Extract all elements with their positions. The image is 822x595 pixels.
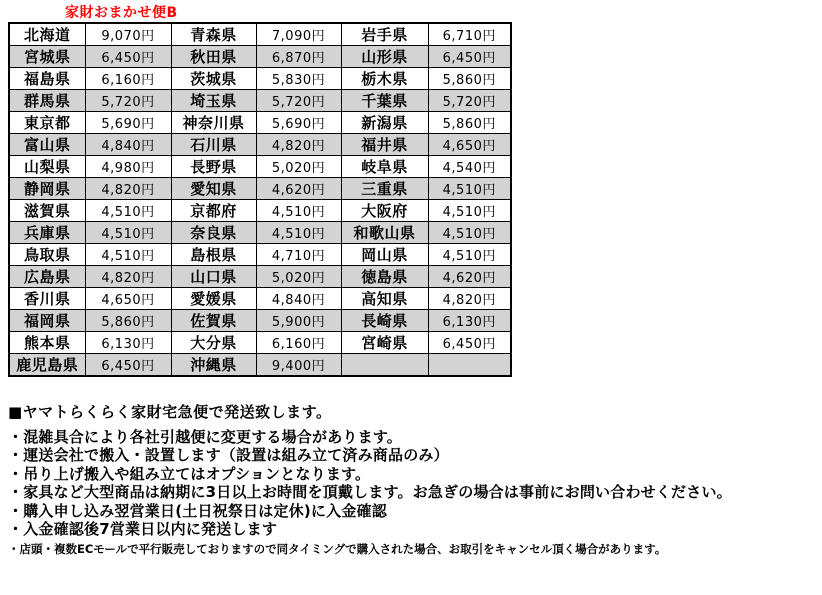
note-bullet: ・家具など大型商品は納期に3日以上お時間を頂戴します。お急ぎの場合は事前にお問い合わせください。 — [8, 483, 732, 502]
prefecture-cell: 三重県 — [341, 178, 428, 200]
prefecture-cell: 佐賀県 — [171, 310, 256, 332]
shipping-fee-table — [8, 22, 512, 377]
price-cell: 6,450円 — [85, 354, 171, 377]
price-cell: 4,540円 — [428, 156, 511, 178]
price-cell: 4,510円 — [256, 222, 341, 244]
price-cell: 5,830円 — [256, 68, 341, 90]
prefecture-cell: 愛媛県 — [171, 288, 256, 310]
table-row — [9, 156, 511, 178]
prefecture-cell: 香川県 — [9, 288, 85, 310]
price-cell: 5,720円 — [85, 90, 171, 112]
price-cell: 6,160円 — [85, 68, 171, 90]
table-row — [9, 90, 511, 112]
prefecture-cell — [341, 354, 428, 377]
prefecture-cell: 岩手県 — [341, 23, 428, 46]
price-cell: 6,450円 — [428, 46, 511, 68]
table-row — [9, 244, 511, 266]
price-cell: 5,860円 — [85, 310, 171, 332]
price-cell: 4,840円 — [256, 288, 341, 310]
prefecture-cell: 新潟県 — [341, 112, 428, 134]
prefecture-cell: 千葉県 — [341, 90, 428, 112]
price-cell: 4,840円 — [85, 134, 171, 156]
prefecture-cell: 広島県 — [9, 266, 85, 288]
price-cell: 5,020円 — [256, 266, 341, 288]
prefecture-cell: 滋賀県 — [9, 200, 85, 222]
prefecture-cell: 茨城県 — [171, 68, 256, 90]
table-row — [9, 332, 511, 354]
price-cell: 9,400円 — [256, 354, 341, 377]
prefecture-cell: 岐阜県 — [341, 156, 428, 178]
price-cell: 5,860円 — [428, 68, 511, 90]
notes-footnote: ・店頭・複数ECモールで平行販売しておりますので同タイミングで購入された場合、お取引をキャンセル頂く場合があります。 — [8, 542, 667, 557]
prefecture-cell: 沖縄県 — [171, 354, 256, 377]
price-cell: 4,820円 — [85, 178, 171, 200]
prefecture-cell: 秋田県 — [171, 46, 256, 68]
prefecture-cell: 奈良県 — [171, 222, 256, 244]
price-cell: 6,710円 — [428, 23, 511, 46]
prefecture-cell: 長野県 — [171, 156, 256, 178]
prefecture-cell: 愛知県 — [171, 178, 256, 200]
table-row — [9, 266, 511, 288]
prefecture-cell: 東京都 — [9, 112, 85, 134]
note-bullet: ・混雑具合により各社引越便に変更する場合があります。 — [8, 428, 403, 446]
prefecture-cell: 大分県 — [171, 332, 256, 354]
table-row — [9, 222, 511, 244]
price-cell: 5,900円 — [256, 310, 341, 332]
prefecture-cell: 高知県 — [341, 288, 428, 310]
price-cell: 6,450円 — [85, 46, 171, 68]
price-cell: 4,510円 — [428, 178, 511, 200]
price-cell: 4,510円 — [428, 200, 511, 222]
prefecture-cell: 宮崎県 — [341, 332, 428, 354]
prefecture-cell: 徳島県 — [341, 266, 428, 288]
price-cell: 4,710円 — [256, 244, 341, 266]
price-cell: 5,720円 — [428, 90, 511, 112]
prefecture-cell: 栃木県 — [341, 68, 428, 90]
price-cell: 4,820円 — [256, 134, 341, 156]
price-cell: 5,690円 — [256, 112, 341, 134]
table-row — [9, 23, 511, 46]
table-row — [9, 68, 511, 90]
price-cell: 5,020円 — [256, 156, 341, 178]
price-cell: 4,510円 — [428, 244, 511, 266]
price-cell: 7,090円 — [256, 23, 341, 46]
price-cell: 4,510円 — [85, 222, 171, 244]
price-cell: 4,650円 — [428, 134, 511, 156]
prefecture-cell: 京都府 — [171, 200, 256, 222]
prefecture-cell: 群馬県 — [9, 90, 85, 112]
prefecture-cell: 鳥取県 — [9, 244, 85, 266]
table-row — [9, 354, 511, 377]
note-bullet: ・運送会社で搬入・設置します（設置は組み立て済み商品のみ） — [8, 446, 449, 465]
price-cell: 4,650円 — [85, 288, 171, 310]
prefecture-cell: 青森県 — [171, 23, 256, 46]
prefecture-cell: 福島県 — [9, 68, 85, 90]
table-row — [9, 46, 511, 68]
prefecture-cell: 鹿児島県 — [9, 354, 85, 377]
table-row — [9, 200, 511, 222]
prefecture-cell: 長崎県 — [341, 310, 428, 332]
prefecture-cell: 岡山県 — [341, 244, 428, 266]
price-cell: 4,510円 — [85, 200, 171, 222]
price-cell: 6,130円 — [85, 332, 171, 354]
prefecture-cell: 和歌山県 — [341, 222, 428, 244]
price-cell: 6,130円 — [428, 310, 511, 332]
note-bullet: ・入金確認後7営業日以内に発送します — [8, 520, 278, 539]
prefecture-cell: 埼玉県 — [171, 90, 256, 112]
prefecture-cell: 神奈川県 — [171, 112, 256, 134]
table-row — [9, 288, 511, 310]
prefecture-cell: 山梨県 — [9, 156, 85, 178]
price-cell: 5,860円 — [428, 112, 511, 134]
notes-bullet-list — [8, 428, 822, 538]
note-bullet: ・吊り上げ搬入や組み立てはオプションとなります。 — [8, 464, 371, 483]
price-cell: 4,510円 — [428, 222, 511, 244]
notes-heading: ■ヤマトらくらく家財宅急便で発送致します。 — [8, 403, 332, 421]
price-cell — [428, 354, 511, 377]
prefecture-cell: 山形県 — [341, 46, 428, 68]
price-cell: 5,720円 — [256, 90, 341, 112]
price-cell: 4,980円 — [85, 156, 171, 178]
table-row — [9, 134, 511, 156]
price-cell: 5,690円 — [85, 112, 171, 134]
prefecture-cell: 島根県 — [171, 244, 256, 266]
price-cell: 6,160円 — [256, 332, 341, 354]
prefecture-cell: 熊本県 — [9, 332, 85, 354]
shipping-notes — [8, 403, 822, 557]
price-cell: 4,620円 — [256, 178, 341, 200]
prefecture-cell: 富山県 — [9, 134, 85, 156]
fee-table-body — [9, 23, 511, 376]
price-cell: 9,070円 — [85, 23, 171, 46]
prefecture-cell: 北海道 — [9, 23, 85, 46]
table-row — [9, 112, 511, 134]
price-cell: 4,820円 — [428, 288, 511, 310]
price-cell: 6,870円 — [256, 46, 341, 68]
prefecture-cell: 福井県 — [341, 134, 428, 156]
price-cell: 6,450円 — [428, 332, 511, 354]
prefecture-cell: 福岡県 — [9, 310, 85, 332]
note-bullet: ・購入申し込み翌営業日(土日祝祭日は定休)に入金確認 — [8, 501, 387, 520]
price-cell: 4,510円 — [256, 200, 341, 222]
price-cell: 4,620円 — [428, 266, 511, 288]
price-cell: 4,510円 — [85, 244, 171, 266]
prefecture-cell: 宮城県 — [9, 46, 85, 68]
table-row — [9, 178, 511, 200]
table-row — [9, 310, 511, 332]
prefecture-cell: 石川県 — [171, 134, 256, 156]
table-title: 家財おまかせ便B — [65, 5, 178, 21]
prefecture-cell: 山口県 — [171, 266, 256, 288]
prefecture-cell: 大阪府 — [341, 200, 428, 222]
price-cell: 4,820円 — [85, 266, 171, 288]
prefecture-cell: 静岡県 — [9, 178, 85, 200]
prefecture-cell: 兵庫県 — [9, 222, 85, 244]
